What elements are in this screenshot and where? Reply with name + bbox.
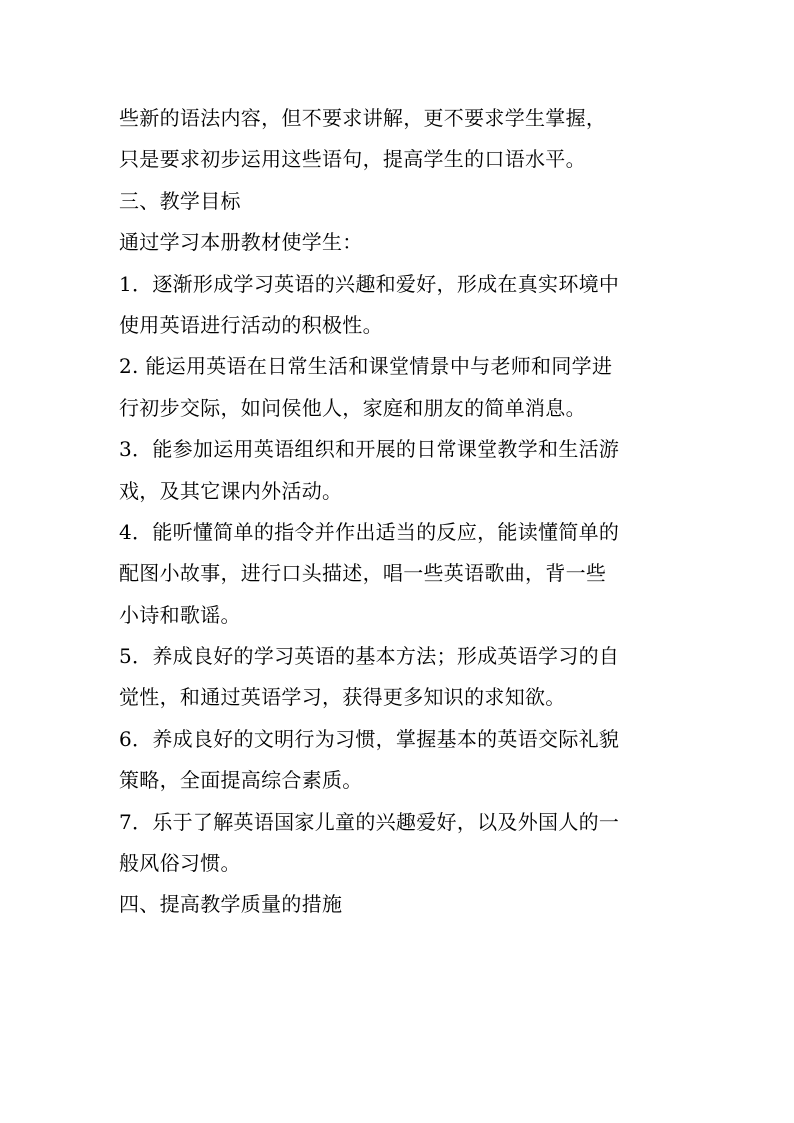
text-line: 通过学习本册教材使学生：: [119, 230, 363, 255]
list-item-continuation: 使用英语进行活动的积极性。: [119, 312, 383, 337]
list-item: 3．能参加运用英语组织和开展的日常课堂教学和生活游: [119, 437, 620, 462]
list-item: 2. 能运用英语在日常生活和课堂情景中与老师和同学进: [119, 354, 613, 379]
document-body: [119, 98, 679, 926]
list-item-continuation: 觉性，和通过英语学习，获得更多知识的求知欲。: [119, 685, 566, 710]
list-item-continuation: 般风俗习惯。: [119, 851, 241, 876]
list-item: 6．养成良好的文明行为习惯，掌握基本的英语交际礼貌: [119, 726, 620, 751]
section-heading: 四、提高教学质量的措施: [119, 892, 343, 917]
list-item-continuation: 配图小故事，进行口头描述，唱一些英语歌曲，背一些: [119, 561, 607, 586]
list-item-continuation: 策略，全面提高综合素质。: [119, 768, 363, 793]
list-item: 4．能听懂简单的指令并作出适当的反应，能读懂简单的: [119, 519, 620, 544]
list-item: 1．逐渐形成学习英语的兴趣和爱好，形成在真实环境中: [119, 271, 620, 296]
list-item: 5．养成良好的学习英语的基本方法；形成英语学习的自: [119, 644, 620, 669]
text-line: 只是要求初步运用这些语句，提高学生的口语水平。: [119, 147, 586, 172]
list-item-continuation: 行初步交际，如问侯他人，家庭和朋友的简单消息。: [119, 395, 586, 420]
section-heading: 三、教学目标: [119, 188, 241, 213]
list-item-continuation: 小诗和歌谣。: [119, 602, 241, 627]
list-item: 7．乐于了解英语国家儿童的兴趣爱好，以及外国人的一: [119, 809, 620, 834]
list-item-continuation: 戏，及其它课内外活动。: [119, 478, 343, 503]
text-line: 些新的语法内容，但不要求讲解，更不要求学生掌握，: [119, 106, 607, 130]
